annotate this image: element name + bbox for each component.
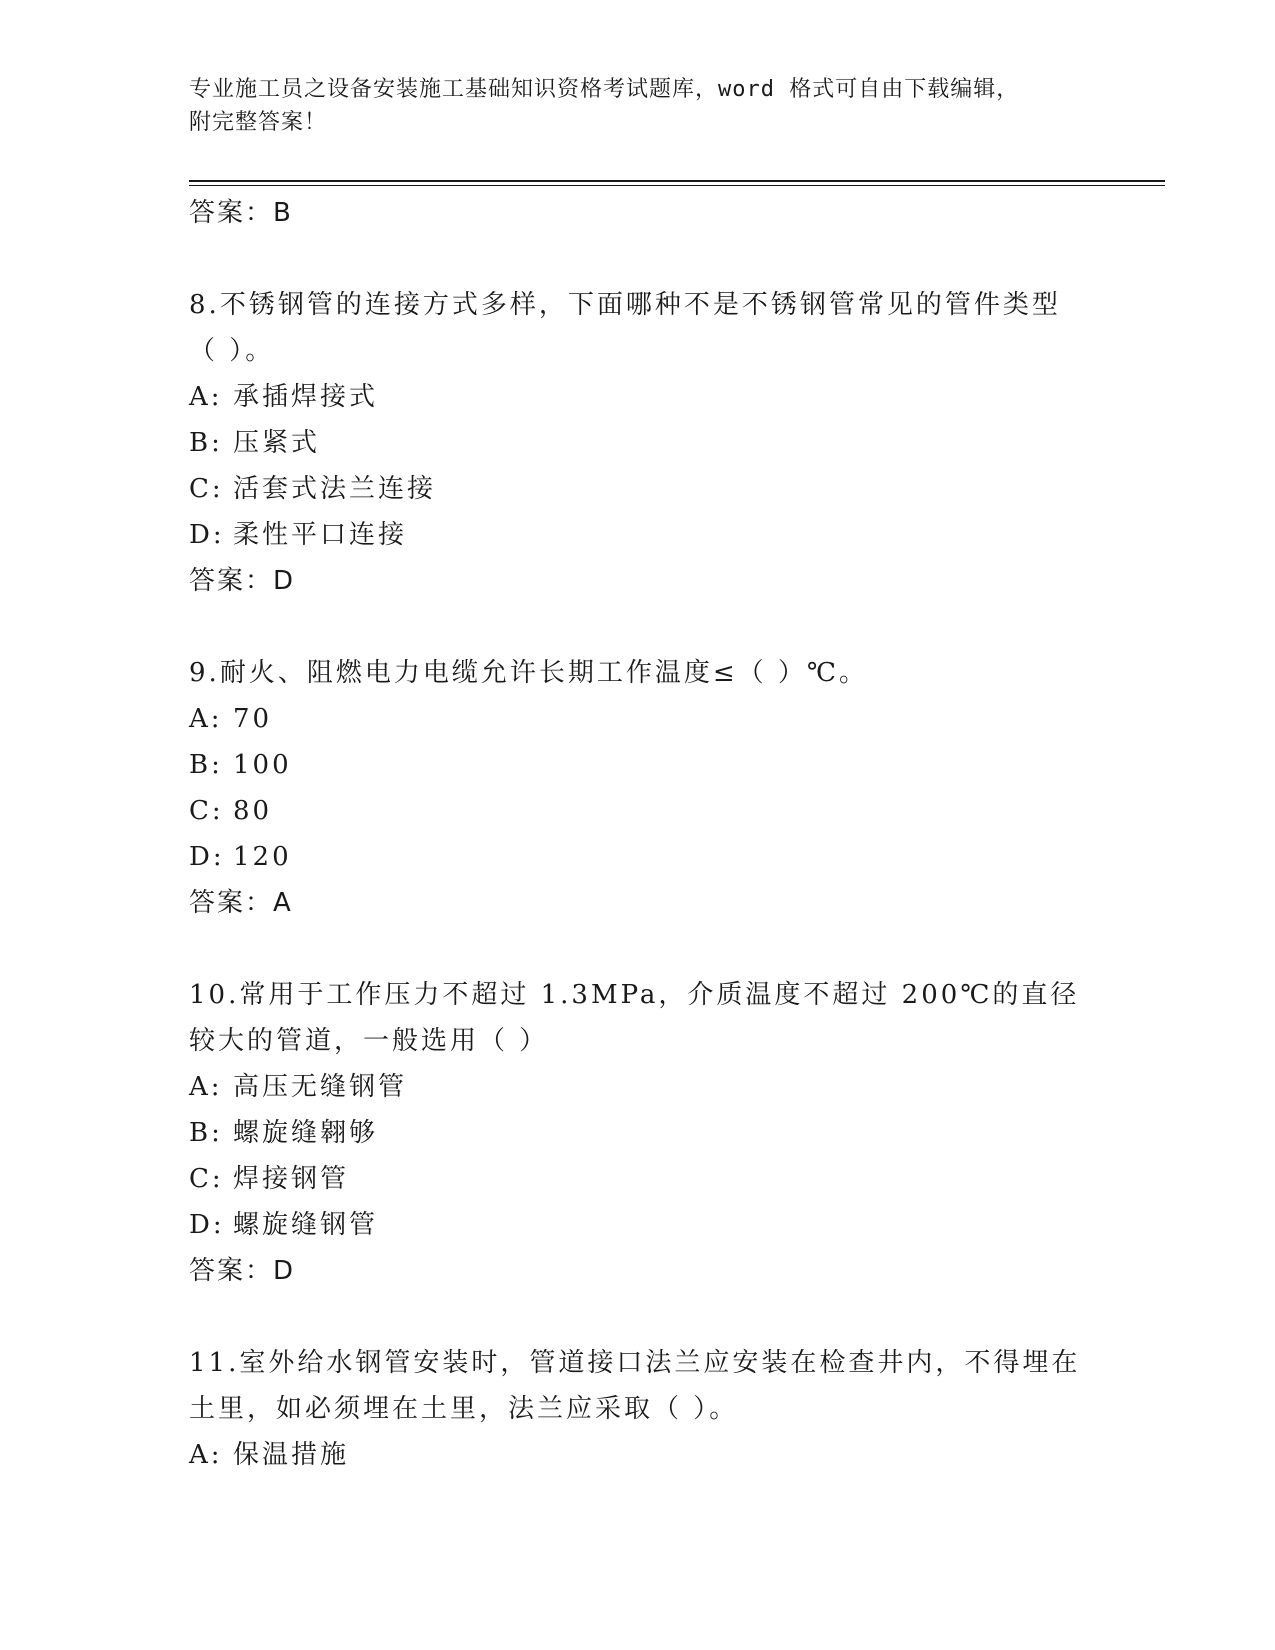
question-text <box>189 282 1089 374</box>
option-a <box>189 696 1089 742</box>
question-9 <box>189 650 1089 926</box>
question-8 <box>189 282 1089 604</box>
option-letter: A: <box>189 704 223 734</box>
spacer <box>189 926 1089 972</box>
question-body: 耐火、阻燃电力电缆允许长期工作温度≤（ ）℃。 <box>219 658 868 688</box>
option-text: 活套式法兰连接 <box>233 474 437 504</box>
option-text: 70 <box>233 704 273 734</box>
option-text: 高压无缝钢管 <box>233 1072 408 1102</box>
option-c <box>189 1156 1089 1202</box>
question-number: 9. <box>189 658 220 688</box>
option-d <box>189 1202 1089 1248</box>
header-line-2: 附完整答案！ <box>189 110 328 135</box>
option-text: 120 <box>233 842 292 872</box>
document-header <box>189 73 1089 139</box>
option-text: 承插焊接式 <box>233 382 379 412</box>
option-letter: A: <box>189 1440 223 1470</box>
question-text <box>189 972 1089 1064</box>
option-letter: A: <box>189 1072 223 1102</box>
question-body: 室外给水钢管安装时，管道接口法兰应安装在检查井内，不得埋在土里，如必须埋在土里，法兰应采取（ ）。 <box>189 1348 1081 1424</box>
spacer <box>189 604 1089 650</box>
option-letter: D: <box>189 520 225 550</box>
question-body: 常用于工作压力不超过 1.3MPa，介质温度不超过 200℃的直径较大的管道，一般选用（ ） <box>189 980 1080 1056</box>
question-text <box>189 1340 1089 1432</box>
question-text <box>189 650 1089 696</box>
question-number: 8. <box>189 290 220 320</box>
question-11 <box>189 1340 1089 1478</box>
option-text: 螺旋缝钢管 <box>233 1210 379 1240</box>
option-letter: B: <box>189 750 223 780</box>
answer-line: 答案：D <box>189 1256 296 1286</box>
option-a <box>189 1064 1089 1110</box>
option-a <box>189 374 1089 420</box>
option-letter: D: <box>189 1210 225 1240</box>
option-b <box>189 742 1089 788</box>
spacer <box>189 236 1089 282</box>
option-text: 焊接钢管 <box>233 1164 350 1194</box>
answer-line: 答案：D <box>189 566 296 596</box>
question-number: 10. <box>189 980 240 1010</box>
previous-answer: 答案：B <box>189 198 293 228</box>
option-letter: C: <box>189 474 224 504</box>
answer-line: 答案：A <box>189 888 293 918</box>
option-text: 保温措施 <box>233 1440 350 1470</box>
option-letter: B: <box>189 1118 223 1148</box>
option-text: 压紧式 <box>233 428 321 458</box>
option-text: 柔性平口连接 <box>233 520 408 550</box>
option-letter: C: <box>189 796 224 826</box>
option-b <box>189 1110 1089 1156</box>
option-c <box>189 466 1089 512</box>
option-d <box>189 512 1089 558</box>
question-body: 不锈钢管的连接方式多样，下面哪种不是不锈钢管常见的管件类型（ ）。 <box>189 290 1061 366</box>
option-text: 80 <box>233 796 273 826</box>
option-d <box>189 834 1089 880</box>
option-b <box>189 420 1089 466</box>
header-rule-thin <box>189 185 1165 186</box>
question-number: 11. <box>189 1348 240 1378</box>
option-c <box>189 788 1089 834</box>
question-10 <box>189 972 1089 1294</box>
option-text: 100 <box>233 750 292 780</box>
spacer <box>189 1294 1089 1340</box>
header-rule-thick <box>189 180 1165 182</box>
header-line-1: 专业施工员之设备安装施工基础知识资格考试题库，word 格式可自由下载编辑， <box>189 77 1020 102</box>
option-letter: C: <box>189 1164 224 1194</box>
option-text: 螺旋缝翱够 <box>233 1118 379 1148</box>
option-letter: B: <box>189 428 223 458</box>
option-letter: A: <box>189 382 223 412</box>
option-letter: D: <box>189 842 225 872</box>
question-list <box>189 190 1089 1478</box>
option-a <box>189 1432 1089 1478</box>
